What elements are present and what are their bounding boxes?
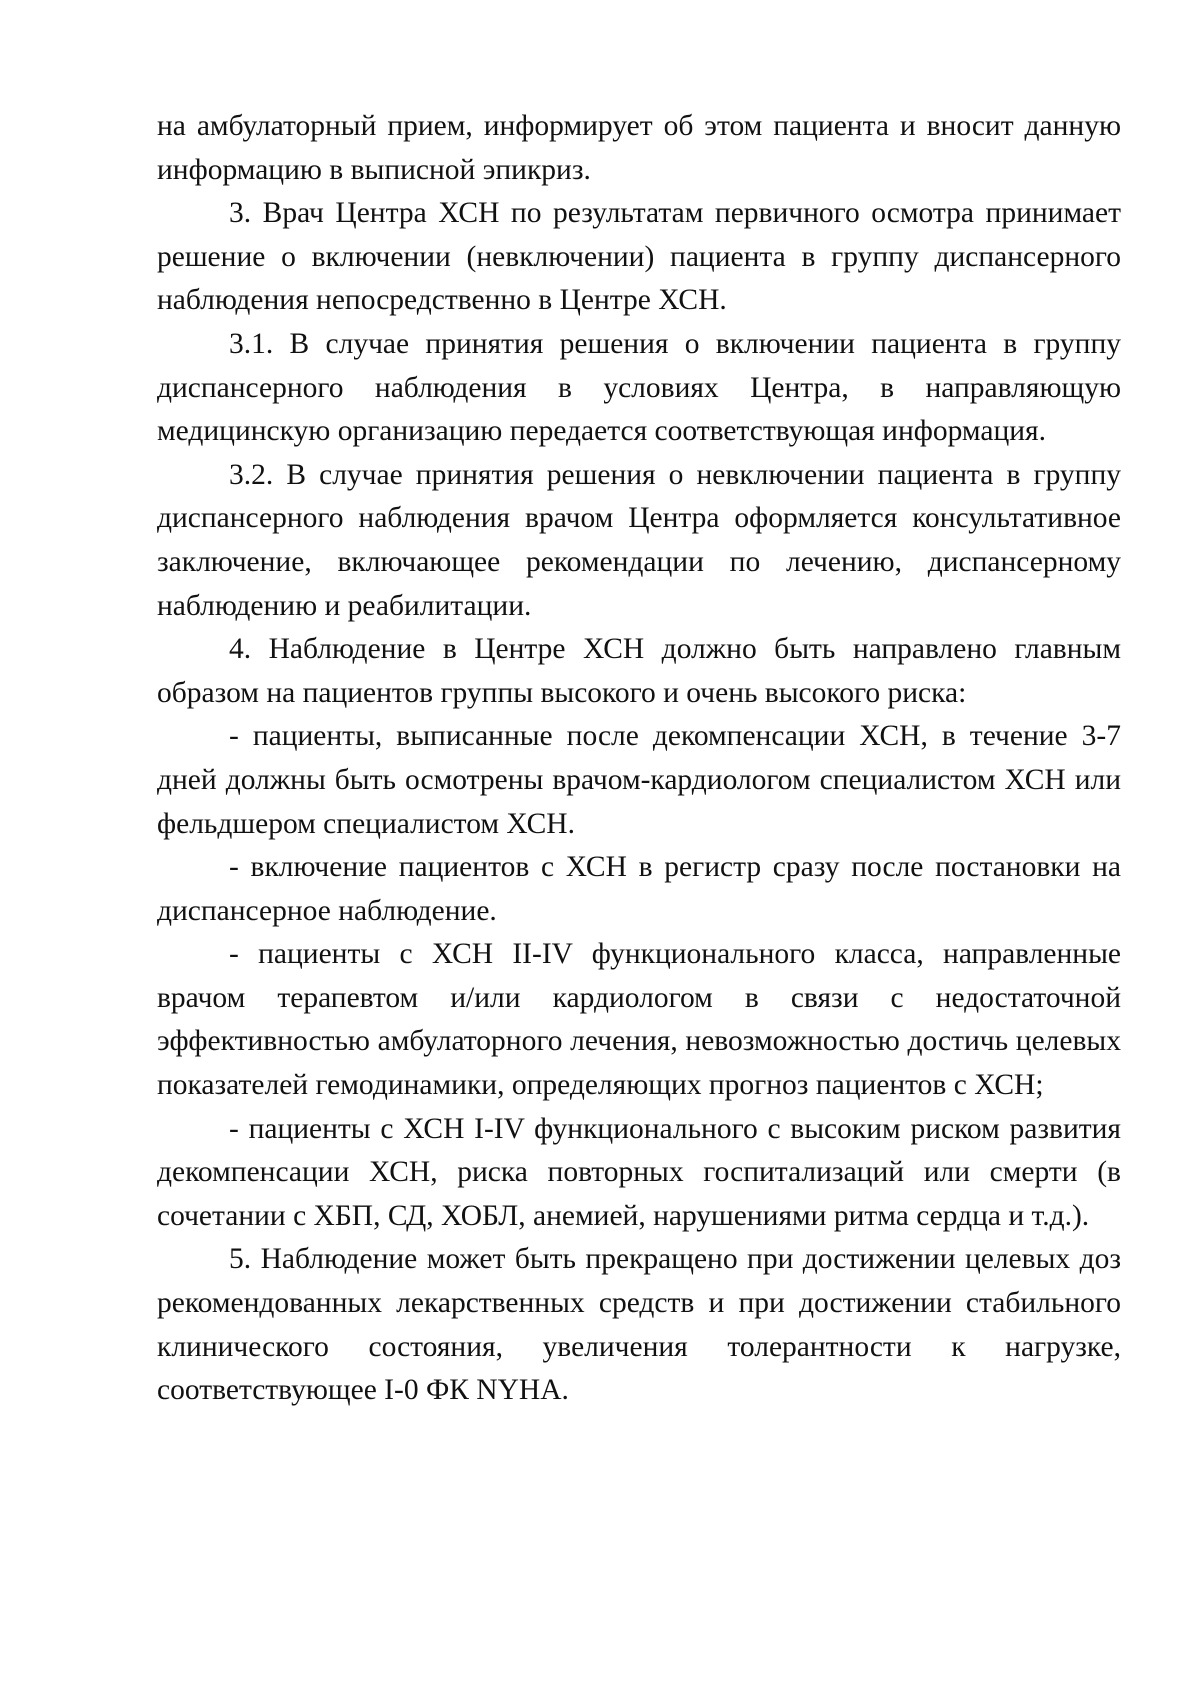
paragraph-bullet-3: - пациенты с ХСН II-IV функционального класса, направленные врачом терапевтом и/или кардиологом в связи с недостаточной эффективностью амбулаторного лечения, невозможностью достичь целевых показателей гемодинамики, определяющих прогноз пациентов с ХСН; bbox=[157, 938, 1121, 1102]
paragraph-item-4: 4. Наблюдение в Центре ХСН должно быть направлено главным образом на пациентов группы высокого и очень высокого риска: bbox=[157, 633, 1121, 709]
paragraph-item-5: 5. Наблюдение может быть прекращено при достижении целевых доз рекомендованных лекарственных средств и при достижении стабильного клинического состояния, увеличения толерантности к нагрузке, соответствующее I-0 ФК NYHA. bbox=[157, 1243, 1121, 1407]
paragraph-bullet-4: - пациенты с ХСН I-IV функционального с высоким риском развития декомпенсации ХСН, риска повторных госпитализаций или смерти (в сочетании с ХБП, СД, ХОБЛ, анемией, нарушениями ритма сердца и т.д.). bbox=[157, 1112, 1121, 1232]
document-page bbox=[157, 105, 1121, 1413]
paragraph-item-3-2: 3.2. В случае принятия решения о невключении пациента в группу диспансерного наблюдения врачом Центра оформляется консультативное заключение, включающее рекомендации по лечению, диспансерному наблюдению и реабилитации. bbox=[157, 458, 1121, 622]
paragraph-item-3: 3. Врач Центра ХСН по результатам первичного осмотра принимает решение о включении (невключении) пациента в группу диспансерного наблюдения непосредственно в Центре ХСН. bbox=[157, 197, 1121, 317]
paragraph-bullet-1: - пациенты, выписанные после декомпенсации ХСН, в течение 3-7 дней должны быть осмотрены врачом-кардиологом специалистом ХСН или фельдшером специалистом ХСН. bbox=[157, 720, 1121, 840]
paragraph-continuation: на амбулаторный прием, информирует об этом пациента и вносит данную информацию в выписной эпикриз. bbox=[157, 110, 1121, 186]
paragraph-item-3-1: 3.1. В случае принятия решения о включении пациента в группу диспансерного наблюдения в условиях Центра, в направляющую медицинскую организацию передается соответствующая информация. bbox=[157, 327, 1121, 448]
paragraph-bullet-2: - включение пациентов с ХСН в регистр сразу после постановки на диспансерное наблюдение. bbox=[157, 851, 1121, 927]
